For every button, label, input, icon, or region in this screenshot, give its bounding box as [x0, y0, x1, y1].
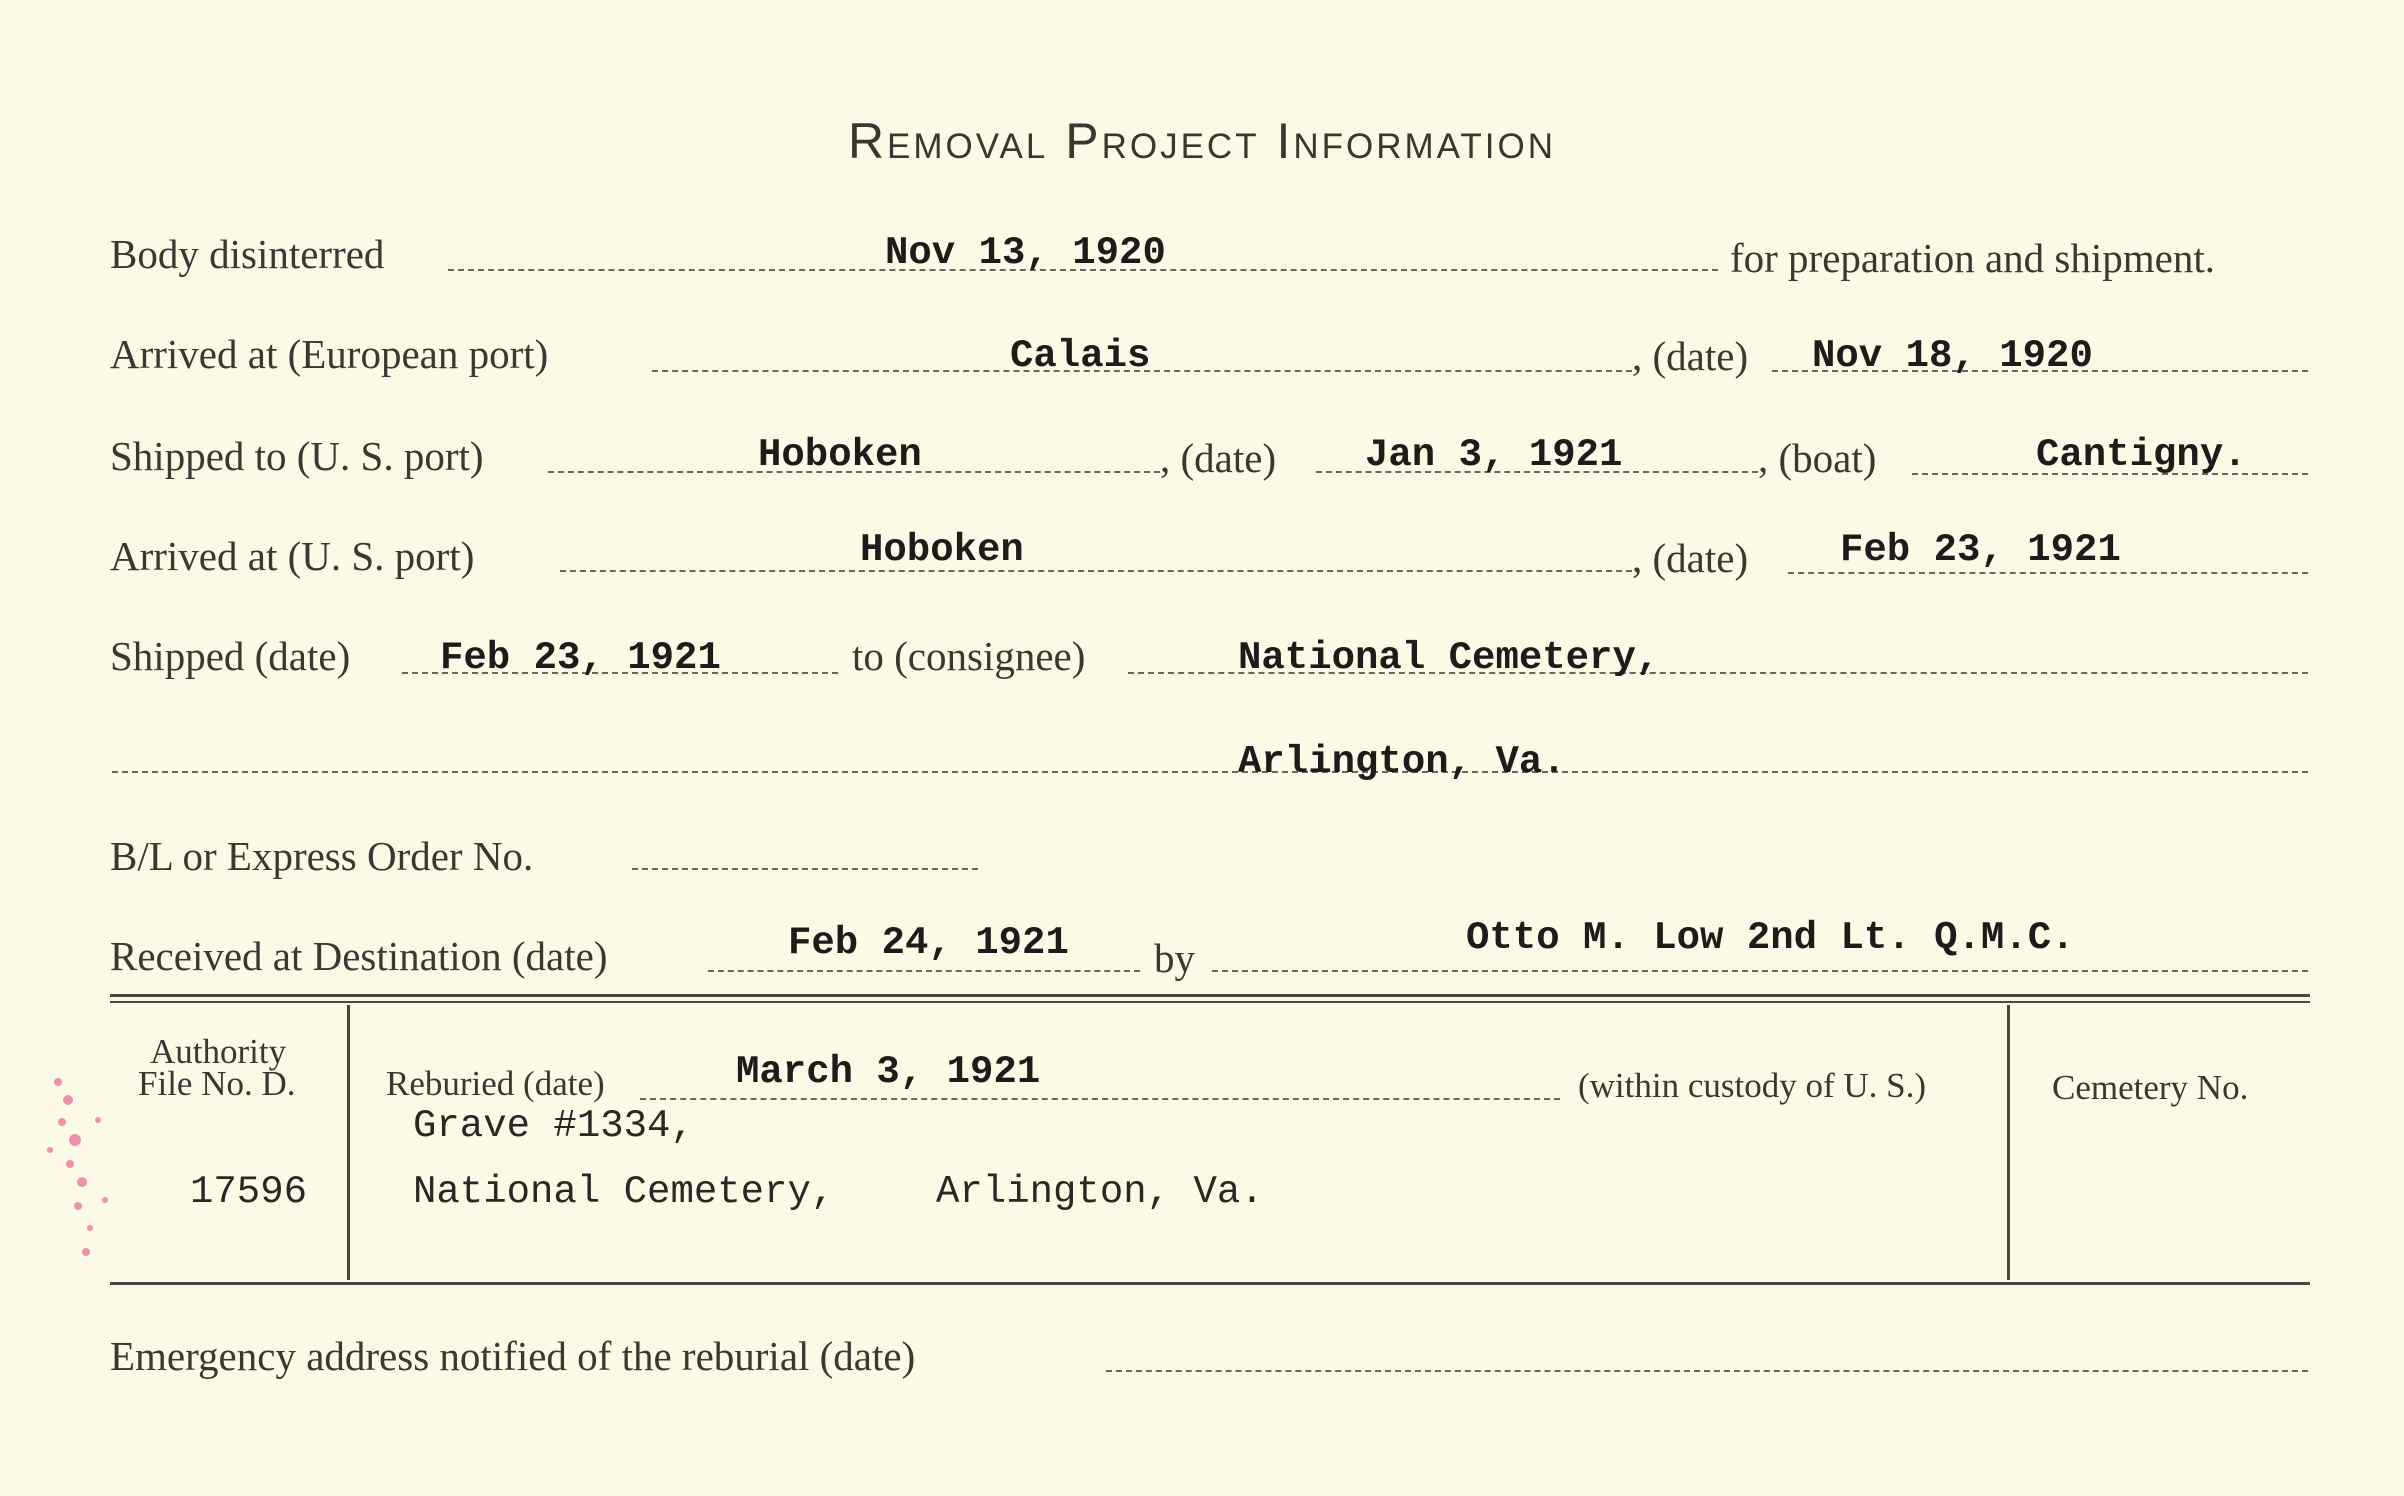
- body-disinterred-value: Nov 13, 1920: [885, 231, 1166, 275]
- arrived-european-date: Nov 18, 1920: [1812, 334, 2093, 378]
- arrived-us-port: Hoboken: [860, 528, 1024, 572]
- bl-order-line: [632, 868, 978, 870]
- authority-label: Authority: [150, 1032, 287, 1071]
- grave-number: Grave #1334,: [413, 1104, 694, 1148]
- card-title: Removal Project Information: [847, 113, 1557, 169]
- received-label: Received at Destination (date): [110, 933, 608, 979]
- received-date: Feb 24, 1921: [788, 921, 1069, 965]
- bl-order-label: B/L or Express Order No.: [110, 833, 534, 879]
- shipped-date-value: Feb 23, 1921: [440, 636, 721, 680]
- arrived-us-date-line: [1788, 572, 2308, 574]
- arrived-european-date-label: , (date): [1632, 333, 1749, 379]
- shipped-us-label: Shipped to (U. S. port): [110, 433, 484, 479]
- reburial-location-2: Arlington, Va.: [936, 1170, 1264, 1214]
- consignee-value-line2: Arlington, Va.: [1238, 740, 1566, 784]
- shipped-us-boat: Cantigny.: [2036, 433, 2247, 477]
- arrived-us-date: Feb 23, 1921: [1840, 528, 2121, 572]
- arrived-us-line: [560, 570, 1632, 572]
- body-disinterred-label: Body disinterred: [110, 231, 385, 277]
- shipped-us-port: Hoboken: [758, 433, 922, 477]
- cemetery-no-label: Cemetery No.: [2052, 1068, 2249, 1107]
- custody-note: (within custody of U. S.): [1578, 1066, 1927, 1105]
- emergency-label: Emergency address notified of the reburial (date): [110, 1333, 916, 1379]
- box-divider-left: [347, 1005, 350, 1280]
- file-no-label: File No. D.: [138, 1064, 296, 1103]
- shipped-us-date: Jan 3, 1921: [1365, 433, 1623, 477]
- body-disinterred-suffix: for preparation and shipment.: [1730, 235, 2216, 281]
- box-top-border-inner: [110, 1001, 2310, 1003]
- ink-stamp-mark: [20, 1060, 140, 1290]
- consignee-line-2: [112, 771, 2308, 773]
- arrived-european-label: Arrived at (European port): [110, 331, 549, 377]
- file-no-value: 17596: [190, 1170, 308, 1214]
- arrived-us-date-label: , (date): [1632, 535, 1749, 581]
- consignee-value: National Cemetery,: [1238, 636, 1660, 680]
- reburied-line: [640, 1098, 1560, 1100]
- received-date-line: [708, 970, 1140, 972]
- shipped-us-date-label: , (date): [1160, 435, 1277, 481]
- received-by-label: by: [1154, 935, 1195, 981]
- box-top-border: [110, 994, 2310, 997]
- received-by-value: Otto M. Low 2nd Lt. Q.M.C.: [1466, 916, 2075, 960]
- reburied-label: Reburied (date): [386, 1064, 605, 1103]
- received-by-line: [1212, 970, 2308, 972]
- box-bottom-border: [110, 1282, 2310, 1285]
- reburied-date: March 3, 1921: [736, 1050, 1041, 1094]
- arrived-european-port: Calais: [1010, 334, 1151, 378]
- reburial-location-1: National Cemetery,: [413, 1170, 835, 1214]
- arrived-us-label: Arrived at (U. S. port): [110, 533, 475, 579]
- consignee-label: to (consignee): [852, 633, 1086, 679]
- emergency-line: [1106, 1370, 2308, 1372]
- shipped-date-label: Shipped (date): [110, 633, 351, 679]
- box-divider-right: [2007, 1005, 2010, 1280]
- shipped-us-boat-label: , (boat): [1758, 435, 1877, 481]
